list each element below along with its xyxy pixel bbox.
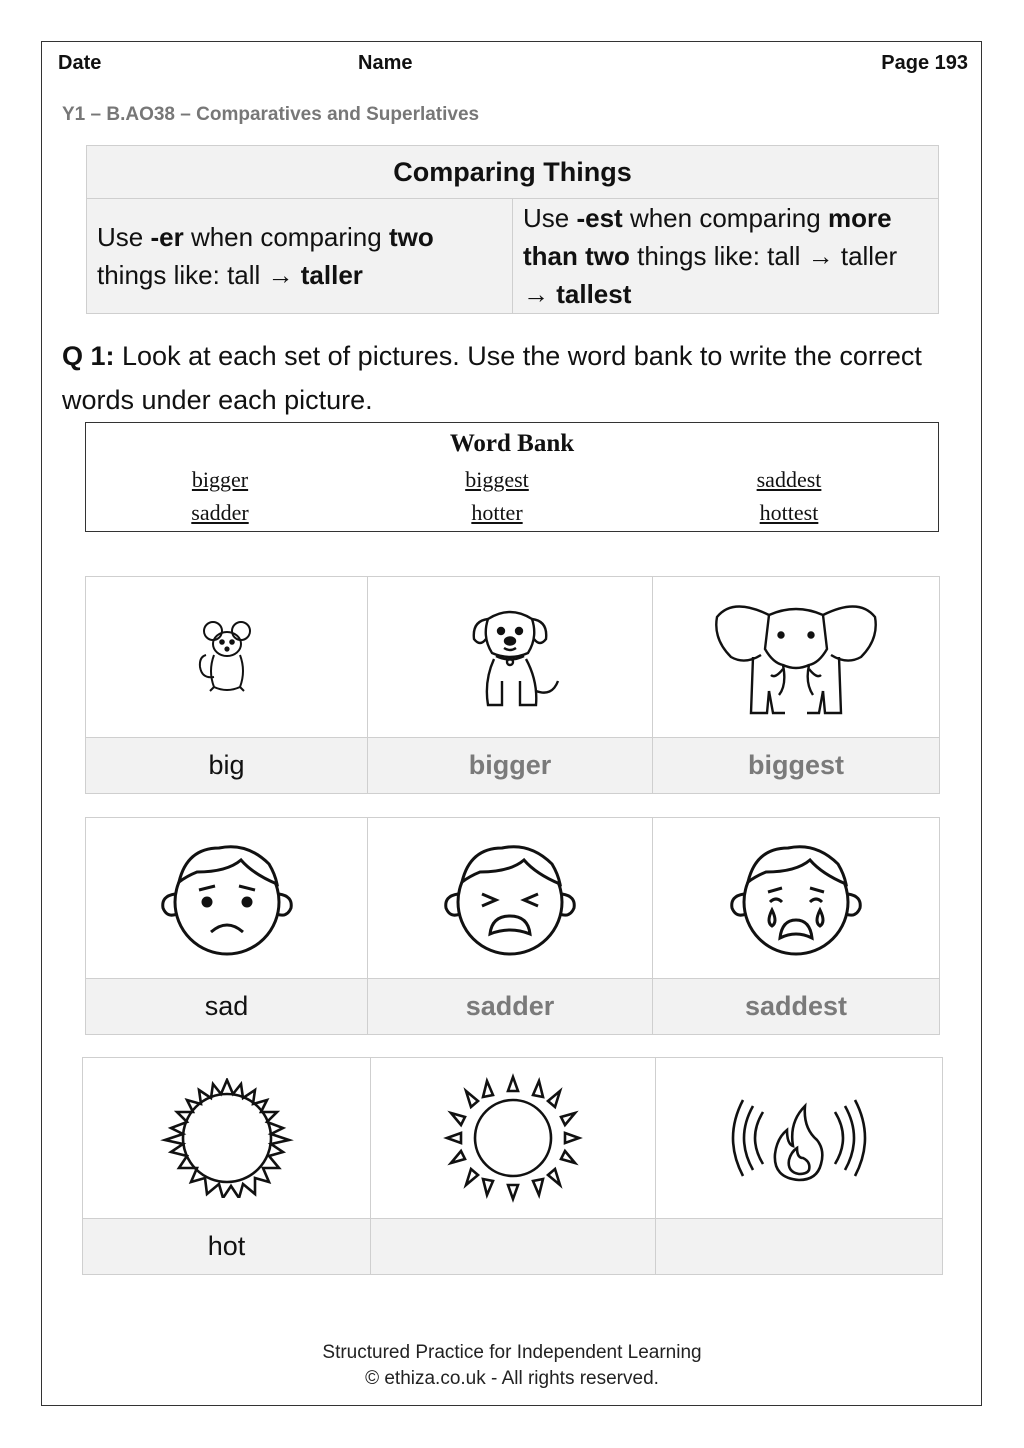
answer-field[interactable]: biggest [653,738,940,794]
rules-table [86,145,939,314]
date-label: Date [58,52,102,74]
answer-field[interactable]: saddest [653,979,940,1035]
picture-set-big [85,576,940,794]
mouse-icon [192,617,262,697]
elephant-icon [713,595,879,719]
arrow-icon: → [807,241,834,271]
word-bank-word: biggest [465,467,529,492]
comparative-label: sad [86,979,368,1035]
page-number: Page 193 [881,52,968,74]
arrow-icon: → [267,260,294,290]
picture-cell [653,818,940,979]
picture-cell [371,1058,656,1219]
picture-cell [368,577,653,738]
word-bank-word: saddest [756,467,822,492]
rule-er: Use -er when comparing two things like: tall → taller [87,199,513,314]
picture-cell [656,1058,943,1219]
word-bank-word: hotter [471,500,523,525]
picture-set-sad [85,817,940,1035]
flame-heat-icon [729,1088,869,1188]
comparative-label: hot [83,1219,371,1275]
answer-field[interactable]: bigger [368,738,653,794]
rules-title: Comparing Things [87,146,939,199]
comparative-label: big [86,738,368,794]
name-label: Name [358,52,413,74]
footer-tagline: Structured Practice for Independent Learning [322,1342,702,1363]
word-bank-title: Word Bank [449,430,575,457]
picture-cell [653,577,940,738]
word-bank-word: bigger [191,467,249,492]
rule-est: Use -est when comparing more than two things like: tall → taller → tallest [513,199,939,314]
dog-icon [458,601,562,713]
answer-field[interactable] [371,1219,656,1275]
answer-field[interactable] [656,1219,943,1275]
word-bank [85,422,939,532]
worried-face-icon [157,838,297,958]
word-bank-word: sadder [191,500,249,525]
picture-cell [368,818,653,979]
answer-field[interactable]: sadder [368,979,653,1035]
arrow-icon: → [523,279,549,309]
word-bank-word: hottest [759,500,819,525]
picture-cell [83,1058,371,1219]
picture-cell [86,577,368,738]
question-1: Q 1: Look at each set of pictures. Use the word bank to write the correct words under each picture. [62,341,922,415]
crying-face-icon [726,838,866,958]
picture-cell [86,818,368,979]
sun-icon [157,1078,297,1198]
worksheet-subtitle: Y1 – B.AO38 – Comparatives and Superlatives [62,104,480,125]
footer-copyright: © ethiza.co.uk - All rights reserved. [365,1368,659,1389]
upset-face-icon [440,838,580,958]
picture-set-hot [82,1057,943,1275]
spiky-sun-icon [443,1073,583,1203]
